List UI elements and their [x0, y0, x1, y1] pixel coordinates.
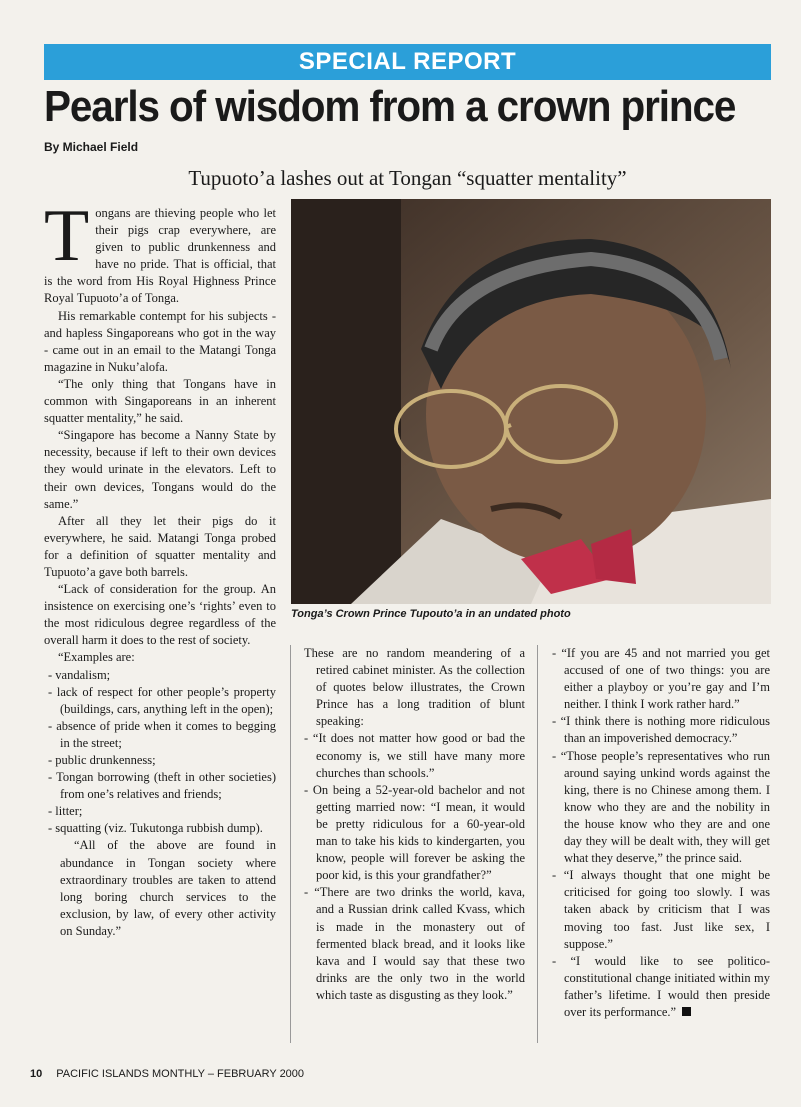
list-item: - vandalism; — [48, 667, 111, 682]
quote-item — [548, 953, 770, 1021]
final-quote: - “I would like to see politico-constitutional change initiated within my father’s lifetime. I would then preside over its performance.” — [552, 953, 770, 1019]
paragraph: “Singapore has become a Nanny State by necessity, because if left to their own devices they would urinate in the elevators. Left to their own devices, Tongans would do the same.” — [44, 428, 276, 511]
quote-item: - “It does not matter how good or bad the economy is, we still have many more churches than schools.” — [304, 731, 525, 780]
list-item: - Tongan borrowing (theft in other societies) from one’s relatives and friends; — [48, 770, 276, 802]
lead-paragraph — [44, 195, 276, 308]
article-column-3 — [548, 645, 770, 1021]
page-footer — [30, 1068, 304, 1080]
list-item: - lack of respect for other people’s property (buildings, cars, anything left in the open); — [48, 684, 276, 716]
paragraph: After all they let their pigs do it everywhere, he said. Matangi Tonga probed for a definition of squatter mentality and Tupuoto’a gave both barrels. — [44, 513, 276, 579]
paragraph: “Examples are: — [58, 650, 135, 665]
byline: By Michael Field — [44, 140, 139, 154]
examples-list — [44, 667, 276, 838]
quote-item: - “I think there is nothing more ridiculous than an impoverished democracy.” — [552, 714, 770, 746]
paragraph: “Lack of consideration for the group. An insistence on exercising one’s ‘rights’ even to the most ridiculous degree regardless of the overall harm it does to the rest of society. — [44, 582, 276, 648]
publication-line: PACIFIC ISLANDS MONTHLY – FEBRUARY 2000 — [56, 1068, 305, 1080]
quote-item: - “Those people’s representatives who run around saying unkind words against the king, there is no Chinese among them. I know who they are and the nobility in the house know who they are and one day they will be dealt with, they will get what they deserve,” the prince said. — [552, 748, 770, 866]
paragraph: His remarkable contempt for his subjects - and hapless Singaporeans who got in the way - came out in an email to the Matangi Tonga magazine in Nuku’alofa. — [44, 308, 276, 374]
end-mark-icon — [682, 1007, 691, 1016]
quote-item: - “I always thought that one might be criticised for going too slowly. I was taken aback by criticism that I was moving too fast. Just like sex, I suppose.” — [552, 868, 770, 951]
page-number: 10 — [30, 1068, 43, 1080]
list-item: - litter; — [48, 804, 83, 819]
column-divider — [290, 645, 291, 1043]
headline: Pearls of wisdom from a crown prince — [44, 82, 736, 131]
quote-item: - “If you are 45 and not married you get accused of one of two things: you are either a playboy or you’re gay and I’m neither. I think I work rather hard.” — [552, 646, 770, 712]
subtitle: Tupuoto’a lashes out at Tongan “squatter mentality” — [188, 166, 627, 190]
quote-item: - On being a 52-year-old bachelor and not getting married now: “I mean, it would be pretty ridiculous for a 60-year-old man to take his kids to kindergarten, you know, people will forever be asking the poor kid, is this your grandfather?” — [304, 782, 525, 883]
paragraph: “The only thing that Tongans have in common with Singaporeans in an inherent squatter mentality,” he said. — [44, 376, 276, 426]
list-item: - squatting (viz. Tukutonga rubbish dump). — [48, 821, 263, 836]
article-column-2 — [300, 645, 525, 1004]
portrait-image — [291, 199, 771, 604]
paragraph: “All of the above are found in abundance in Tongan society where extraordinary troubles are taken to attend long boring church services to the exclusion, by law, of every other activity on Sunday.” — [60, 838, 276, 938]
crown-prince-photo — [291, 199, 771, 604]
quote-item: - “There are two drinks the world, kava, and a Russian drink called Kvass, which is made in the monastery out of fermented black bread, and it looks like kava and I would say that these two drinks are the only two in the world which taste as disgusting as they look.” — [304, 885, 525, 1002]
lead-text: ongans are thieving people who let their pigs crap everywhere, are given to public drunkenness and have no pride. That is official, that is the word from His Royal Highness Prince Royal Tupuoto’a of Tonga. — [44, 206, 276, 306]
drop-cap: T — [44, 195, 90, 277]
paragraph: These are no random meandering of a retired cabinet minister. As the collection of quotes below illustrates, the Crown Prince has a long tradition of blunt speaking: — [304, 646, 525, 729]
section-banner: SPECIAL REPORT — [44, 44, 771, 80]
article-column-1 — [44, 195, 276, 940]
list-item: - public drunkenness; — [48, 753, 156, 767]
list-item: - absence of pride when it comes to begging in the street; — [48, 718, 276, 750]
photo-caption: Tonga’s Crown Prince Tupouto’a in an undated photo — [291, 608, 571, 620]
column-divider — [537, 645, 538, 1043]
